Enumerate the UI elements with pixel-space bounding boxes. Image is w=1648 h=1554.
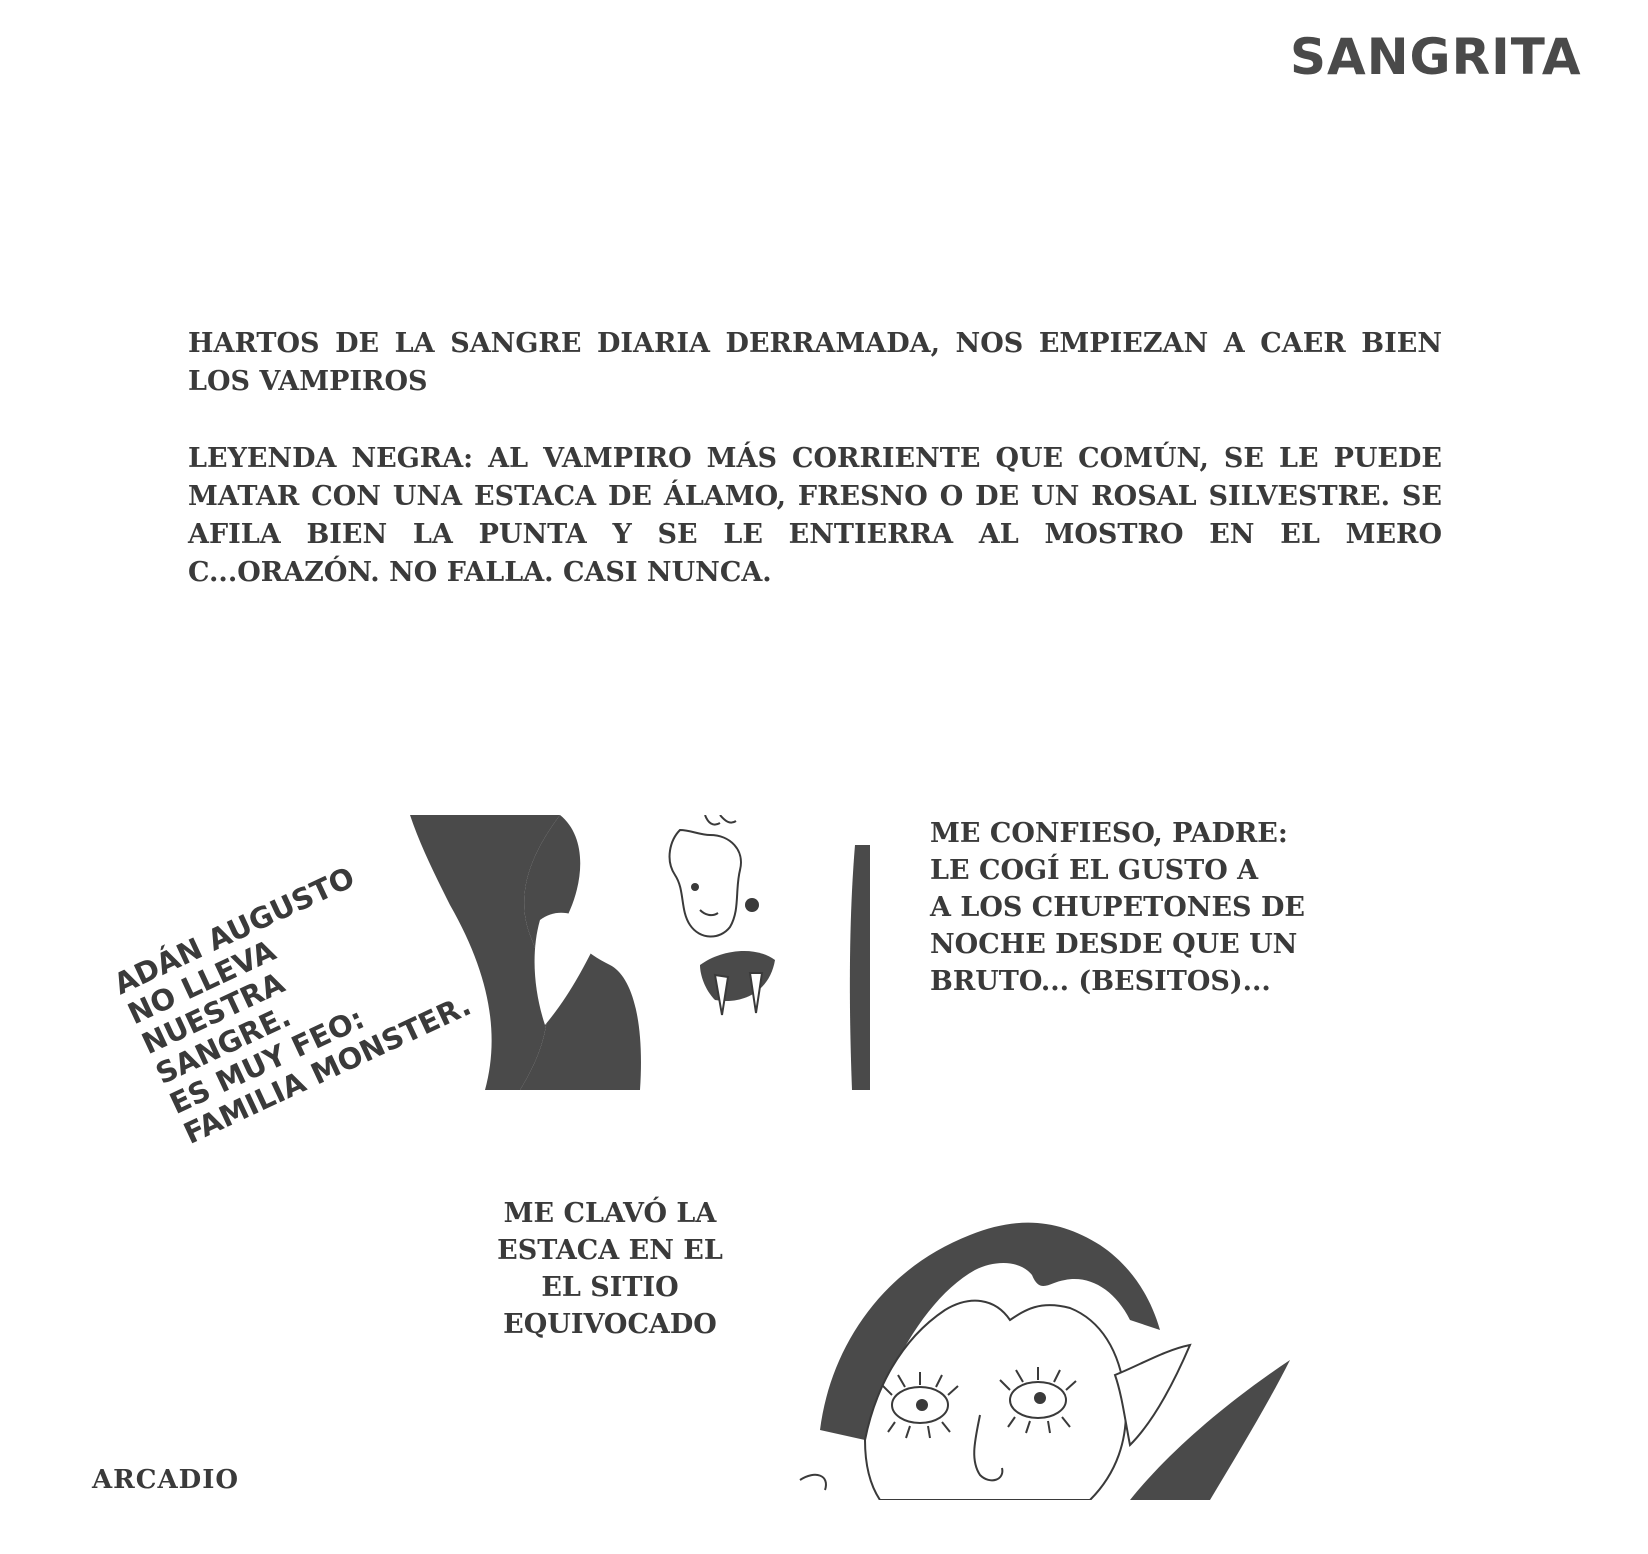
mouth (700, 951, 775, 1001)
right-pupil (1034, 1392, 1046, 1404)
frame-edge (850, 845, 870, 1090)
vampire-profile-drawing (410, 815, 870, 1090)
adan-augusto-caption: ADÁN AUGUSTO NO LLEVA NUESTRA SANGRE. ES MUY FEO: FAMILIA MONSTER. (108, 860, 477, 1151)
vampire-face-drawing (770, 1200, 1320, 1500)
left-pupil (916, 1399, 928, 1411)
stake-caption: ME CLAVÓ LA ESTACA EN EL EL SITIO EQUIVOCADO (497, 1198, 723, 1340)
intro-paragraph-1: HARTOS DE LA SANGRE DIARIA DERRAMADA, NOS EMPIEZAN A CAER BIEN LOS VAMPIROS (188, 328, 1442, 397)
blood-drop (745, 898, 759, 912)
eye (691, 883, 699, 891)
nose-outline (670, 830, 741, 937)
cheek-curl (800, 1475, 826, 1490)
pointed-ear (1115, 1345, 1190, 1445)
author-signature: ARCADIO (92, 1465, 240, 1495)
hair-strands (705, 815, 736, 825)
page-title: SANGRITA (1290, 28, 1582, 86)
intro-paragraph-2: LEYENDA NEGRA: AL VAMPIRO MÁS CORRIENTE QUE COMÚN, SE LE PUEDE MATAR CON UNA ESTACA DE ÁLAMO, FRESNO O DE UN ROSAL SILVESTRE. SE AFILA BIEN LA PUNTA Y SE LE ENTIERRA AL MOSTRO EN EL MERO C...ORAZÓN. NO FALLA. CASI NUNCA. (188, 443, 1442, 588)
confession-caption: ME CONFIESO, PADRE: LE COGÍ EL GUSTO A A LOS CHUPETONES DE NOCHE DESDE QUE UN BRUTO... (BESITOS)... (930, 818, 1305, 997)
